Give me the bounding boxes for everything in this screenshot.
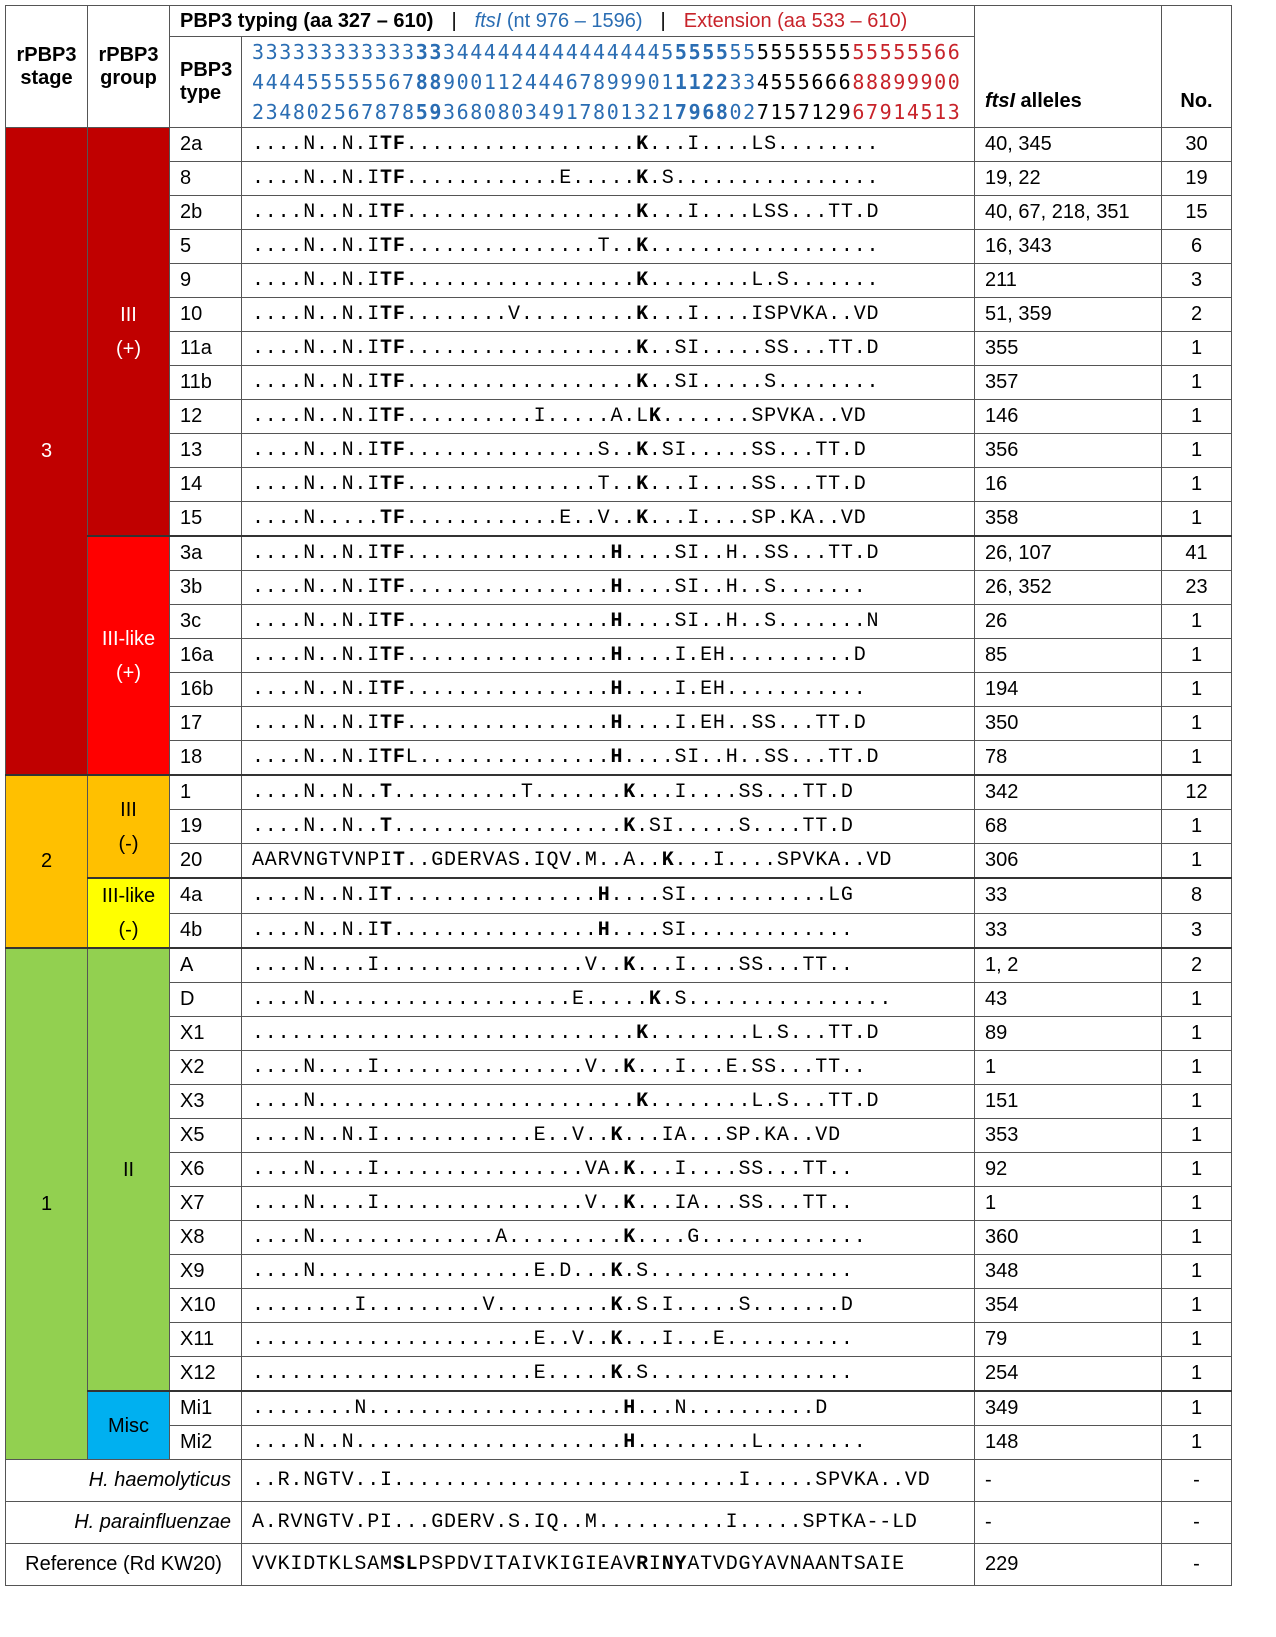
reference-count: - (1162, 1544, 1232, 1586)
table-row (6, 673, 1232, 707)
table-row (6, 230, 1232, 264)
pbp3-type: 10 (170, 298, 242, 332)
sequence: ....N..N.ITF...............S..K.SI.....SS...TT.D (242, 434, 975, 468)
ftsi-alleles: 356 (975, 434, 1162, 468)
pbp3-type: 20 (170, 844, 242, 879)
count: 8 (1162, 878, 1232, 913)
count: 1 (1162, 434, 1232, 468)
ftsi-alleles: 1 (975, 1051, 1162, 1085)
species-sequence: ..R.NGTV..I...........................I.....SPVKA..VD (242, 1460, 975, 1502)
count: 1 (1162, 1391, 1232, 1426)
count: 1 (1162, 810, 1232, 844)
count: 1 (1162, 468, 1232, 502)
sequence: ....N..N.ITF..................K...I....LSS...TT.D (242, 196, 975, 230)
count: 1 (1162, 983, 1232, 1017)
count: 1 (1162, 1255, 1232, 1289)
table-row (6, 810, 1232, 844)
pbp3-type: 8 (170, 162, 242, 196)
ftsi-alleles: 1 (975, 1187, 1162, 1221)
count: 1 (1162, 1357, 1232, 1392)
pbp3-type: 3c (170, 605, 242, 639)
sequence: ....N..N.ITF...............T..K.................. (242, 230, 975, 264)
header-type: PBP3 type (170, 37, 242, 128)
sequence: ....N..N.ITF..................K...I....LS........ (242, 128, 975, 162)
group-label: II (122, 1158, 135, 1181)
pbp3-type: X10 (170, 1289, 242, 1323)
table-row (6, 1426, 1232, 1460)
count: 30 (1162, 128, 1232, 162)
header-group: rPBP3 group (88, 6, 170, 128)
table-row (6, 1255, 1232, 1289)
count: 1 (1162, 1153, 1232, 1187)
pbp3-type: X12 (170, 1357, 242, 1392)
count: 1 (1162, 1323, 1232, 1357)
count: 41 (1162, 536, 1232, 571)
species-count: - (1162, 1460, 1232, 1502)
ftsi-alleles: 78 (975, 741, 1162, 776)
table-row (6, 1085, 1232, 1119)
sequence: ....N.....TF............E..V..K...I....SP.KA..VD (242, 502, 975, 537)
pbp3-type: D (170, 983, 242, 1017)
count: 1 (1162, 400, 1232, 434)
group-label: III-like (101, 885, 156, 907)
sequence: ....N..N.ITF..................K..SI.....SS...TT.D (242, 332, 975, 366)
sequence: ....N..N.ITFL...............H....SI..H..SS...TT.D (242, 741, 975, 776)
pbp3-type: 18 (170, 741, 242, 776)
sequence: ....N..N.ITF................H....I.EH........... (242, 673, 975, 707)
sequence: AARVNGTVNPIT..GDERVAS.IQV.M..A..K...I....SPVKA..VD (242, 844, 975, 879)
table-row (6, 502, 1232, 537)
species-alleles: - (975, 1502, 1162, 1544)
count: 3 (1162, 913, 1232, 948)
pbp3-type: X9 (170, 1255, 242, 1289)
pbp3-type: 15 (170, 502, 242, 537)
pbp3-type: 17 (170, 707, 242, 741)
sequence: ....N..N.ITF..................K..SI.....S........ (242, 366, 975, 400)
ftsi-alleles: 51, 359 (975, 298, 1162, 332)
count: 1 (1162, 1289, 1232, 1323)
sequence: ....N..............A.........K....G............. (242, 1221, 975, 1255)
ftsi-alleles: 68 (975, 810, 1162, 844)
sequence: ....N..N.ITF................H....I.EH..........D (242, 639, 975, 673)
pbp3-type: 14 (170, 468, 242, 502)
sequence: ....N.................E.D...K.S................ (242, 1255, 975, 1289)
pbp3-type: 4b (170, 913, 242, 948)
ftsi-alleles: 358 (975, 502, 1162, 537)
group-sign: (+) (116, 661, 141, 684)
count: 12 (1162, 775, 1232, 810)
table-row (6, 1221, 1232, 1255)
sequence: ....N....I................V..K...IA...SS...TT.. (242, 1187, 975, 1221)
ftsi-alleles: 92 (975, 1153, 1162, 1187)
sequence: ....N..N.ITF................H....SI..H..SS...TT.D (242, 536, 975, 571)
table-row (6, 639, 1232, 673)
group-cell (88, 536, 170, 775)
header-alleles: ftsI alleles (975, 6, 1162, 128)
header-typing: PBP3 typing (aa 327 – 610) (180, 9, 434, 32)
sequence: ....N.........................K........L.S...TT.D (242, 1085, 975, 1119)
sequence: ....N....................E.....K.S................ (242, 983, 975, 1017)
table-row (6, 434, 1232, 468)
group-sign: (-) (118, 919, 139, 941)
position-line-3: 2348025678785936808034917801321796802715712967914513 (252, 100, 962, 124)
pbp3-type: X7 (170, 1187, 242, 1221)
header-typing-bar (170, 6, 975, 37)
pbp3-type: 16a (170, 639, 242, 673)
table-row (6, 1391, 1232, 1426)
group-cell (88, 948, 170, 1391)
reference-alleles: 229 (975, 1544, 1162, 1586)
table-row (6, 1289, 1232, 1323)
count: 2 (1162, 948, 1232, 983)
pbp3-type: X8 (170, 1221, 242, 1255)
count: 1 (1162, 332, 1232, 366)
sequence: ....N..N.ITF................H....I.EH..SS...TT.D (242, 707, 975, 741)
group-cell (88, 775, 170, 878)
pbp3-type: 11a (170, 332, 242, 366)
ftsi-alleles: 148 (975, 1426, 1162, 1460)
sequence: ....N..N.ITF..........I.....A.LK.......SPVKA..VD (242, 400, 975, 434)
pbp3-type: 1 (170, 775, 242, 810)
ftsi-alleles: 33 (975, 878, 1162, 913)
ftsi-alleles: 79 (975, 1323, 1162, 1357)
species-count: - (1162, 1502, 1232, 1544)
header-separator-2: | (660, 9, 666, 32)
sequence: ........I.........V.........K.S.I.....S.......D (242, 1289, 975, 1323)
header-stage: rPBP3 stage (6, 6, 88, 128)
table-row (6, 913, 1232, 948)
ftsi-alleles: 85 (975, 639, 1162, 673)
sequence: ....N..N.ITF................H....SI..H..S....... (242, 571, 975, 605)
group-cell (88, 878, 170, 948)
table-row (6, 162, 1232, 196)
table-row (6, 605, 1232, 639)
header-extension: Extension (aa 533 – 610) (683, 9, 908, 32)
pbp3-type: X11 (170, 1323, 242, 1357)
count: 1 (1162, 707, 1232, 741)
count: 6 (1162, 230, 1232, 264)
ftsi-alleles: 211 (975, 264, 1162, 298)
position-line-2: 4444555555678890011244467899901112233455566688899900 (252, 70, 962, 94)
species-name: H. parainfluenzae (6, 1502, 242, 1544)
reference-name: Reference (Rd KW20) (6, 1544, 242, 1586)
stage-cell: 2 (6, 775, 88, 948)
ftsi-alleles: 151 (975, 1085, 1162, 1119)
table-row (6, 741, 1232, 776)
pbp3-type: X3 (170, 1085, 242, 1119)
group-sign: (-) (118, 832, 139, 855)
table-row (6, 983, 1232, 1017)
table-row (6, 536, 1232, 571)
pbp3-type: 2a (170, 128, 242, 162)
table-row (6, 775, 1232, 810)
ftsi-alleles: 40, 345 (975, 128, 1162, 162)
count: 1 (1162, 366, 1232, 400)
sequence: ....N..N.ITF................H....SI..H..S.......N (242, 605, 975, 639)
ftsi-alleles: 146 (975, 400, 1162, 434)
sequence: ....N..N.....................H.........L........ (242, 1426, 975, 1460)
ftsi-alleles: 26 (975, 605, 1162, 639)
pbp3-type: 19 (170, 810, 242, 844)
ftsi-alleles: 89 (975, 1017, 1162, 1051)
pbp3-type: 12 (170, 400, 242, 434)
ftsi-alleles: 254 (975, 1357, 1162, 1392)
table-row (6, 264, 1232, 298)
ftsi-alleles: 26, 107 (975, 536, 1162, 571)
ftsi-alleles: 357 (975, 366, 1162, 400)
reference-sequence: VVKIDTKLSAMSLPSPDVITAIVKIGIEAVRINYATVDGYAVNAANTSAIE (242, 1544, 975, 1586)
count: 1 (1162, 502, 1232, 537)
ftsi-alleles: 33 (975, 913, 1162, 948)
group-cell (88, 1391, 170, 1460)
sequence: ....N..N.IT................H....SI............. (242, 913, 975, 948)
ftsi-alleles: 353 (975, 1119, 1162, 1153)
pbp3-typing-table (5, 5, 1232, 1586)
sequence: ....N....I................VA.K...I....SS...TT.. (242, 1153, 975, 1187)
sequence: ....N..N..T..................K.SI.....S....TT.D (242, 810, 975, 844)
table-row (6, 332, 1232, 366)
sequence: ....N..N.ITF........V.........K...I....ISPVKA..VD (242, 298, 975, 332)
ftsi-alleles: 16 (975, 468, 1162, 502)
count: 1 (1162, 639, 1232, 673)
stage-cell: 3 (6, 128, 88, 776)
group-label: Misc (107, 1414, 150, 1437)
ftsi-alleles: 43 (975, 983, 1162, 1017)
ftsi-alleles: 355 (975, 332, 1162, 366)
ftsi-alleles: 360 (975, 1221, 1162, 1255)
header-no: No. (1162, 6, 1232, 128)
header-separator: | (451, 9, 457, 32)
ftsi-alleles: 306 (975, 844, 1162, 879)
ftsi-alleles: 1, 2 (975, 948, 1162, 983)
sequence: ....N..N.IT................H....SI...........LG (242, 878, 975, 913)
count: 1 (1162, 673, 1232, 707)
count: 15 (1162, 196, 1232, 230)
table-row (6, 1357, 1232, 1392)
sequence: ....N..N.I............E..V..K...IA...SP.KA..VD (242, 1119, 975, 1153)
group-cell (88, 128, 170, 537)
table-row (6, 366, 1232, 400)
count: 19 (1162, 162, 1232, 196)
ftsi-alleles: 348 (975, 1255, 1162, 1289)
ftsi-alleles: 350 (975, 707, 1162, 741)
table-row (6, 196, 1232, 230)
pbp3-type: X5 (170, 1119, 242, 1153)
pbp3-type: 11b (170, 366, 242, 400)
table-row (6, 571, 1232, 605)
ftsi-alleles: 194 (975, 673, 1162, 707)
pbp3-type: 4a (170, 878, 242, 913)
header-ftsi: ftsI (nt 976 – 1596) (474, 9, 643, 32)
species-name: H. haemolyticus (6, 1460, 242, 1502)
count: 1 (1162, 1187, 1232, 1221)
group-label: III (120, 303, 137, 326)
table-row (6, 948, 1232, 983)
ftsi-alleles: 16, 343 (975, 230, 1162, 264)
table-row (6, 878, 1232, 913)
table-row (6, 298, 1232, 332)
ftsi-alleles: 19, 22 (975, 162, 1162, 196)
pbp3-type: X2 (170, 1051, 242, 1085)
count: 1 (1162, 1119, 1232, 1153)
count: 1 (1162, 1051, 1232, 1085)
count: 1 (1162, 844, 1232, 879)
count: 1 (1162, 1426, 1232, 1460)
sequence: ....N..N.ITF............E.....K.S................ (242, 162, 975, 196)
sequence: ....N..N..T..........T.......K...I....SS...TT.D (242, 775, 975, 810)
stage-cell: 1 (6, 948, 88, 1460)
sequence: ....N....I................V..K...I...E.SS...TT.. (242, 1051, 975, 1085)
table-row (6, 128, 1232, 162)
sequence: ......................E.....K.S................ (242, 1357, 975, 1392)
pbp3-type: 3a (170, 536, 242, 571)
sequence: ..............................K........L.S...TT.D (242, 1017, 975, 1051)
pbp3-type: X6 (170, 1153, 242, 1187)
table-row (6, 844, 1232, 879)
sequence: ........N....................H...N..........D (242, 1391, 975, 1426)
count: 23 (1162, 571, 1232, 605)
pbp3-type: 13 (170, 434, 242, 468)
pbp3-type: 2b (170, 196, 242, 230)
count: 1 (1162, 1017, 1232, 1051)
ftsi-alleles: 354 (975, 1289, 1162, 1323)
sequence: ....N..N.ITF..................K........L.S....... (242, 264, 975, 298)
sequence: ......................E..V..K...I...E.......... (242, 1323, 975, 1357)
pbp3-type: Mi1 (170, 1391, 242, 1426)
table-row (6, 1119, 1232, 1153)
table-row (6, 1051, 1232, 1085)
group-label: III (120, 798, 137, 821)
table-row (6, 468, 1232, 502)
species-sequence: A.RVNGTV.PI...GDERV.S.IQ..M..........I.....SPTKA--LD (242, 1502, 975, 1544)
table-row (6, 400, 1232, 434)
count: 3 (1162, 264, 1232, 298)
pbp3-type: 16b (170, 673, 242, 707)
count: 1 (1162, 1085, 1232, 1119)
pbp3-type: 9 (170, 264, 242, 298)
pbp3-type: 3b (170, 571, 242, 605)
table-row (6, 1153, 1232, 1187)
sequence: ....N....I................V..K...I....SS...TT.. (242, 948, 975, 983)
table-row (6, 1187, 1232, 1221)
count: 2 (1162, 298, 1232, 332)
pbp3-type: 5 (170, 230, 242, 264)
pbp3-type: A (170, 948, 242, 983)
position-header (242, 37, 975, 128)
pbp3-type: X1 (170, 1017, 242, 1051)
ftsi-alleles: 40, 67, 218, 351 (975, 196, 1162, 230)
count: 1 (1162, 1221, 1232, 1255)
ftsi-alleles: 26, 352 (975, 571, 1162, 605)
species-alleles: - (975, 1460, 1162, 1502)
table-row (6, 707, 1232, 741)
table-row (6, 1323, 1232, 1357)
group-label: III-like (101, 627, 156, 650)
table-row (6, 1017, 1232, 1051)
position-line-1: 3333333333333334444444444444445555555555555555555566 (252, 40, 962, 64)
count: 1 (1162, 605, 1232, 639)
sequence: ....N..N.ITF...............T..K...I....SS...TT.D (242, 468, 975, 502)
group-sign: (+) (116, 337, 141, 360)
ftsi-alleles: 349 (975, 1391, 1162, 1426)
count: 1 (1162, 741, 1232, 776)
ftsi-alleles: 342 (975, 775, 1162, 810)
pbp3-type: Mi2 (170, 1426, 242, 1460)
